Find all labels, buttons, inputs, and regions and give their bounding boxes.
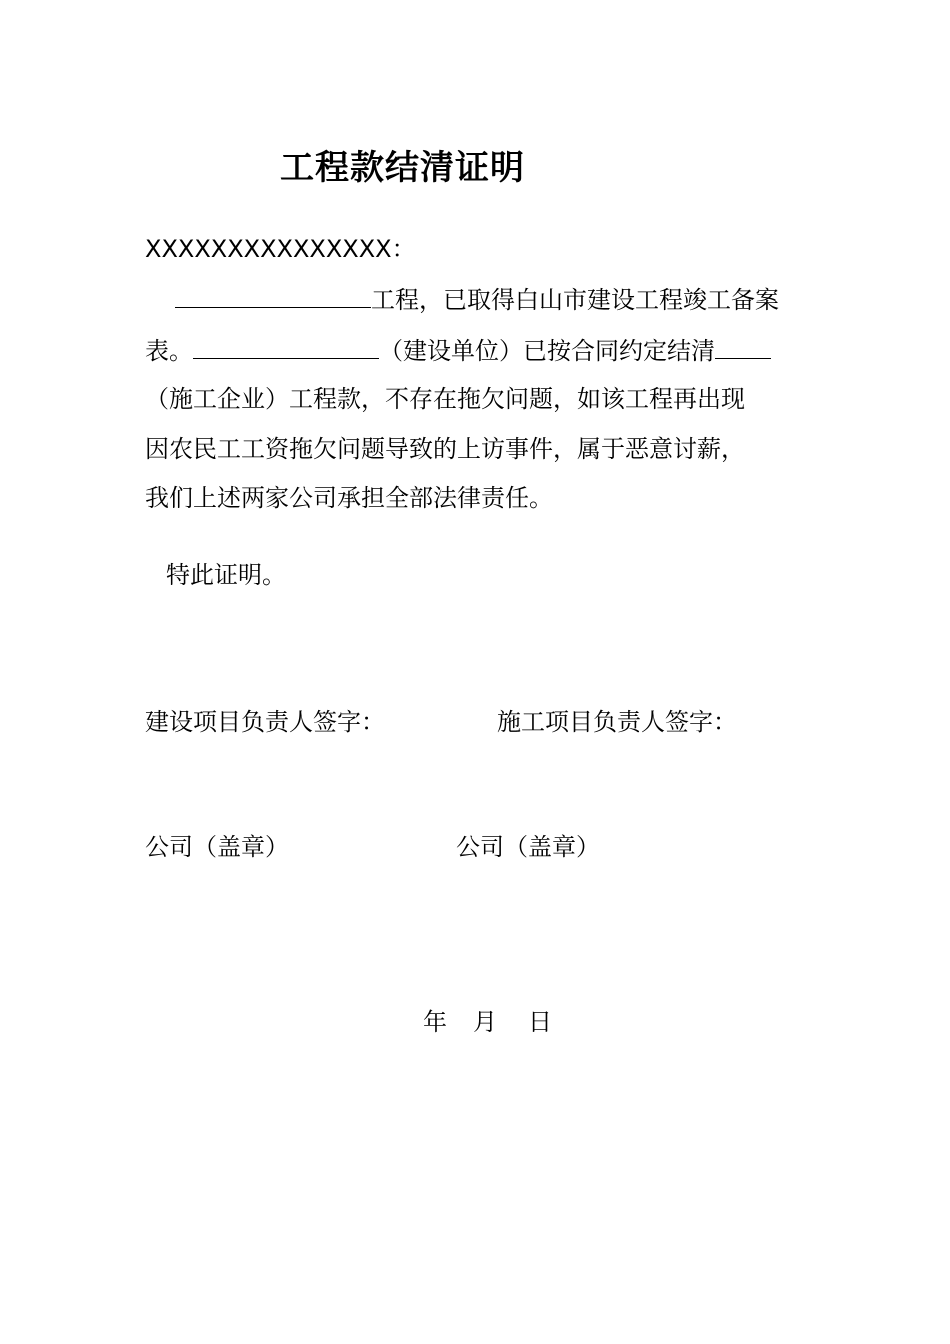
builder-name-blank xyxy=(193,336,379,359)
contractor-company-seal: 公司（盖章） xyxy=(456,833,600,861)
date-year: 年 xyxy=(423,1008,447,1036)
contractor-signature-label: 施工项目负责人签字： xyxy=(497,708,737,736)
paragraph-line-2 xyxy=(145,336,771,366)
addressee: XXXXXXXXXXXXXXX： xyxy=(145,235,416,263)
contractor-name-blank xyxy=(715,336,771,359)
date-month: 月 xyxy=(473,1008,497,1036)
date-day: 日 xyxy=(528,1008,552,1036)
paragraph-line-2-start: 表。 xyxy=(145,337,193,365)
paragraph-line-5: 我们上述两家公司承担全部法律责任。 xyxy=(145,484,553,512)
paragraph-line-4: 因农民工工资拖欠问题导致的上访事件，属于恶意讨薪， xyxy=(145,435,745,463)
paragraph-line-2-mid: （建设单位）已按合同约定结清 xyxy=(379,337,715,365)
builder-company-seal: 公司（盖章） xyxy=(145,833,289,861)
document-title: 工程款结清证明 xyxy=(280,148,525,188)
closing-statement: 特此证明。 xyxy=(166,561,286,589)
project-name-blank xyxy=(175,285,371,308)
paragraph-line-1-text: 工程，已取得白山市建设工程竣工备案 xyxy=(371,286,779,314)
builder-signature-label: 建设项目负责人签字： xyxy=(145,708,385,736)
paragraph-line-3: （施工企业）工程款，不存在拖欠问题，如该工程再出现 xyxy=(145,385,745,413)
paragraph-line-1 xyxy=(145,285,779,315)
